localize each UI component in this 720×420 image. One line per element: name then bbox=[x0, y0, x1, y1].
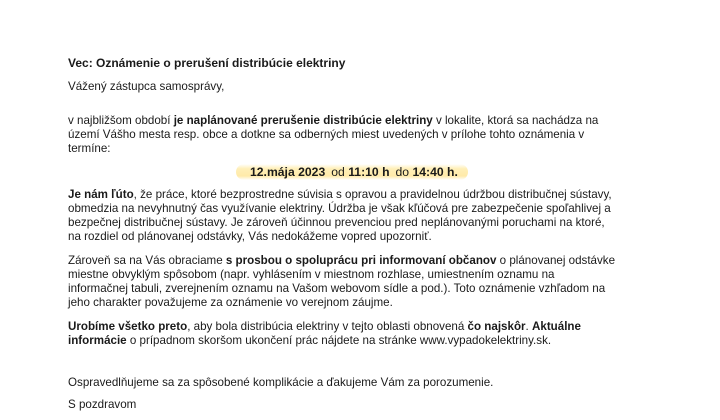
paragraph-4-line-2 bbox=[68, 334, 551, 348]
letter-salutation: Vážený zástupca samosprávy, bbox=[68, 80, 225, 93]
emphasis-we-will-do: Urobíme všetko preto bbox=[68, 320, 188, 333]
paragraph-2-line-1 bbox=[68, 188, 612, 202]
text-run: v najbližšom období bbox=[68, 114, 174, 127]
paragraph-3-line-1 bbox=[68, 254, 615, 268]
outage-date-highlight bbox=[236, 164, 468, 180]
paragraph-3-line-3: informačnej tabuli, zverejnením oznamu na Vašom webovom sídle a pod.). Toto oznámenie vzhľadom na bbox=[68, 282, 606, 295]
paragraph-1-line-2: území Vášho mesta resp. obce a dotkne sa odberných miest uvedených v prílohe tohto oznámenia v bbox=[68, 128, 585, 141]
paragraph-2-line-2: obmedzia na nevyhnutný čas využívanie elektriny. Údržba je však kľúčová pre zabezpečenie spoľahlivej a bbox=[68, 202, 611, 215]
text-run: v lokalite, ktorá sa nachádza na bbox=[432, 114, 599, 127]
paragraph-4-line-1 bbox=[68, 320, 581, 334]
text-run: Zároveň sa na Vás obraciame bbox=[68, 254, 226, 267]
outage-from-word: od bbox=[331, 165, 345, 179]
letter-subject: Vec: Oznámenie o prerušení distribúcie elektriny bbox=[68, 56, 346, 70]
letter-regards: S pozdravom bbox=[68, 398, 137, 411]
text-run: o prípadnom skoršom ukončení prác nájdete na stránke www.vypadokelektriny.sk. bbox=[126, 334, 552, 347]
text-run: o plánovanej odstávke bbox=[496, 254, 616, 267]
paragraph-1-line-1 bbox=[68, 114, 598, 128]
emphasis-current: Aktuálne bbox=[532, 320, 581, 333]
paragraph-2-line-3: bezpečnej distribučnej sústavy. Je zároveň účinnou prevenciou pred neplánovanými poruchami na ktoré, bbox=[68, 216, 605, 229]
text-run: , aby bola distribúcia elektriny v tejto oblasti obnovená bbox=[187, 320, 468, 333]
emphasis-planned-outage: je naplánované prerušenie distribúcie elektriny bbox=[173, 114, 433, 127]
paragraph-2-line-4: na rozdiel od plánovanej odstávky, Vás nedokážeme vopred upozorniť. bbox=[68, 230, 432, 243]
outage-day: 12.mája 2023 bbox=[250, 165, 326, 179]
emphasis-cooperation: s prosbou o spoluprácu pri informovaní občanov bbox=[225, 254, 497, 267]
emphasis-sorry: Je nám ľúto bbox=[68, 188, 134, 201]
outage-from-time: 11:10 h bbox=[348, 165, 390, 179]
paragraph-3-line-4: jeho charakter považujeme za oznámenie vo verejnom záujme. bbox=[68, 296, 393, 309]
outage-to-time: 14:40 h. bbox=[412, 165, 458, 179]
emphasis-asap: čo najskôr bbox=[467, 320, 526, 333]
text-run: . bbox=[525, 320, 532, 333]
outage-to-word: do bbox=[395, 165, 410, 179]
paragraph-3-line-2: miestne obvyklým spôsobom (napr. vyhlásením v miestnom rozhlase, umiestnením oznamu na bbox=[68, 268, 555, 281]
emphasis-information: informácie bbox=[68, 334, 127, 347]
letter-closing: Ospravedlňujeme sa za spôsobené komplikácie a ďakujeme Vám za porozumenie. bbox=[68, 376, 494, 389]
text-run: , že práce, ktoré bezprostredne súvisia s opravou a pravidelnou údržbou distribučnej sústavy, bbox=[133, 188, 612, 201]
paragraph-1-line-3: termíne: bbox=[68, 142, 111, 155]
